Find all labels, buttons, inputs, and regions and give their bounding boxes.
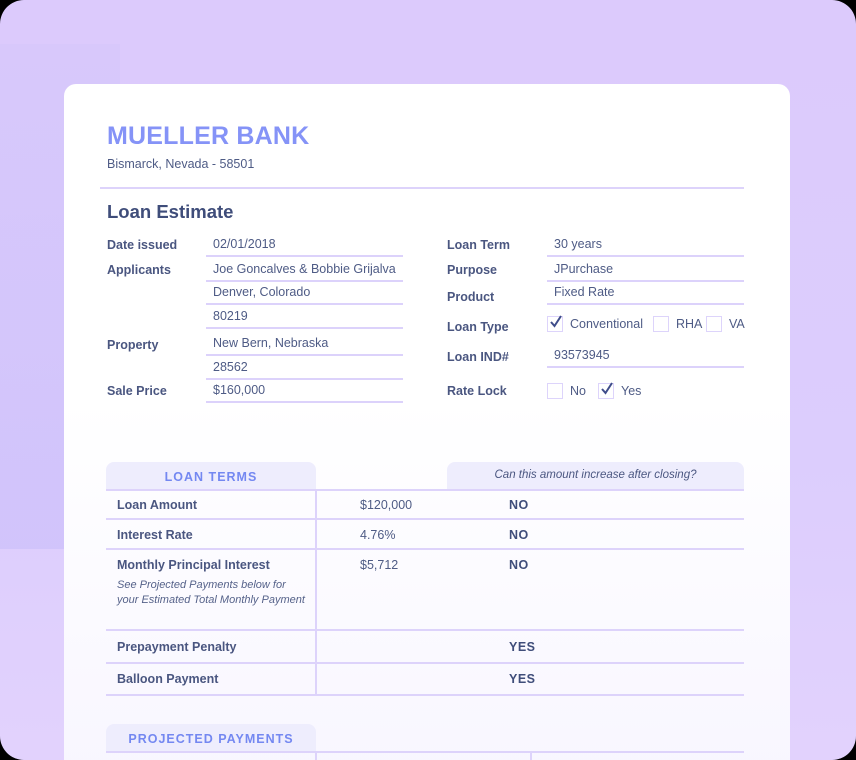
date-issued-field[interactable]: 02/01/2018: [206, 235, 403, 257]
row-note: See Projected Payments below for your Estimated Total Monthly Payment: [117, 579, 305, 606]
product-label: Product: [447, 290, 495, 304]
row-value: 4.76%: [360, 528, 396, 542]
date-issued-label: Date issued: [107, 238, 178, 252]
loan-term-label: Loan Term: [447, 238, 510, 252]
property-label: Property: [107, 338, 159, 352]
row-label: Balloon Payment: [117, 672, 219, 686]
row-answer: YES: [509, 672, 536, 686]
table-divider: [106, 489, 744, 491]
loan-terms-header: [106, 462, 316, 490]
applicants-city-field[interactable]: Denver, Colorado: [206, 283, 403, 305]
sale-price-field[interactable]: $160,000: [206, 381, 403, 403]
row-answer: YES: [509, 640, 536, 654]
loan-type-conventional-checkbox[interactable]: [547, 316, 563, 332]
row-answer: NO: [509, 558, 529, 572]
bank-name: MUELLER BANK: [107, 122, 310, 150]
row-answer: NO: [509, 528, 529, 542]
projected-payments-header: [106, 724, 316, 752]
row-value: $120,000: [360, 498, 413, 512]
row-divider: [106, 694, 744, 696]
applicants-zip-field[interactable]: 80219: [206, 307, 403, 329]
row-divider: [106, 662, 744, 664]
section-title: Loan Estimate: [107, 201, 234, 222]
table-column-divider: [315, 752, 317, 760]
loan-type-va-checkbox[interactable]: [706, 316, 722, 332]
row-answer: NO: [509, 498, 529, 512]
loan-ind-label: Loan IND#: [447, 350, 509, 364]
product-field[interactable]: Fixed Rate: [547, 283, 744, 305]
row-divider: [106, 518, 744, 520]
increase-question-label: Can this amount increase after closing?: [494, 469, 697, 481]
table-column-divider: [530, 752, 532, 760]
loan-type-rha-checkbox[interactable]: [653, 316, 669, 332]
checkmark-icon: [549, 315, 563, 329]
applicants-name-field[interactable]: Joe Goncalves & Bobbie Grijalva: [206, 260, 403, 282]
table-divider: [106, 751, 744, 753]
rate-lock-no-label: No: [570, 384, 586, 398]
increase-question-header: [447, 462, 744, 490]
row-divider: [106, 548, 744, 550]
projected-payments-header-label: PROJECTED PAYMENTS: [128, 732, 294, 746]
row-label: Interest Rate: [117, 528, 193, 542]
row-value: $5,712: [360, 558, 399, 572]
rate-lock-yes-label: Yes: [621, 384, 642, 398]
property-city-field[interactable]: New Bern, Nebraska: [206, 334, 403, 356]
bank-address: Bismarck, Nevada - 58501: [107, 157, 255, 171]
rate-lock-label: Rate Lock: [447, 384, 507, 398]
checkmark-icon: [600, 382, 614, 396]
row-label: Prepayment Penalty: [117, 640, 237, 654]
purpose-field[interactable]: JPurchase: [547, 260, 744, 282]
loan-term-field[interactable]: 30 years: [547, 235, 744, 257]
loan-terms-header-label: LOAN TERMS: [164, 470, 258, 484]
row-divider: [106, 629, 744, 631]
sale-price-label: Sale Price: [107, 384, 167, 398]
loan-ind-field[interactable]: 93573945: [547, 346, 744, 368]
applicants-label: Applicants: [107, 263, 171, 277]
row-label: Monthly Principal Interest: [117, 558, 270, 572]
rate-lock-no-checkbox[interactable]: [547, 383, 563, 399]
loan-type-va-label: VA: [729, 317, 745, 331]
loan-estimate-document: [64, 84, 790, 760]
purpose-label: Purpose: [447, 263, 498, 277]
loan-type-label: Loan Type: [447, 320, 509, 334]
rate-lock-yes-checkbox[interactable]: [598, 383, 614, 399]
row-label: Loan Amount: [117, 498, 198, 512]
header-divider: [100, 187, 744, 189]
loan-type-conventional-label: Conventional: [570, 317, 643, 331]
loan-type-rha-label: RHA: [676, 317, 703, 331]
table-column-divider: [315, 490, 317, 695]
property-zip-field[interactable]: 28562: [206, 358, 403, 380]
